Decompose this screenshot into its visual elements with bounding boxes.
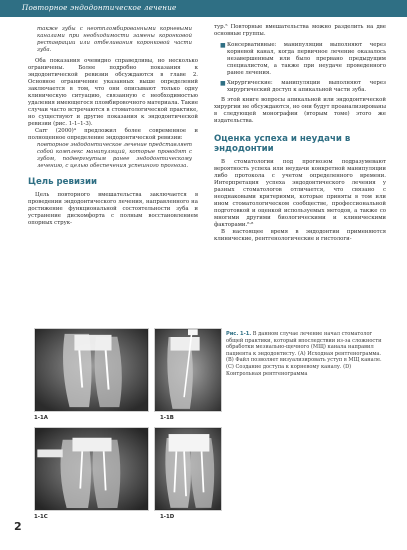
paragraph-criteria: В настоящее время в эндодонтии применяются клинические, рентгенологические и гистологи- [214, 229, 386, 242]
paragraph-book-scope: В этой книге вопросы апикальной или эндодонтической хирургии не обсуждаются, но они будут проанализированы в следующей монографии (вторым томе) этого же издательства. [214, 97, 386, 124]
paragraph-prognosis: В стоматологии под прогнозом подразумевают вероятность успеха или неудачи конкретной манипуляции либо протокола с учетом определенного времени. Интерпретация успеха эндодонтического лечения у разных стоматологов отличается, что связано с неоднаковыми критериями, которые приняты в том или ином стоматологическом сообществе, профессиональной подготовкой и оценкой используемых методов, а также со многими другими биологическими и клиническими факторами.⁶·⁸ [214, 159, 386, 228]
figure-label-b: 1-1B [160, 415, 174, 421]
running-header [0, 0, 407, 17]
figure-caption-text: В данном случае лечение начал стоматолог общей практики, который впоследствии из-за сложности обработки мезиально-щечного (МЩ) канала направил пациента к эндодонтисту. (A) Исходная рентгенограмма. (B) Файл позволяет визуализировать уступ в МЩ канале. (C) Создание доступа к корневому каналу. (D) Контрольная рентгенограмма [226, 331, 382, 377]
paragraph-groups: тур.⁵ Повторные вмешательства можно разделить на две основные группы. [214, 24, 386, 37]
figure-panel-a [34, 328, 149, 412]
paragraph-goal: Цель повторного вмешательства заключается в проведении эндодонтического лечения, направленного на достижение функциональной состоятельности зуба и устранение дискомфорта с полным восстановлением опорных струк- [28, 192, 198, 226]
figure-label-a: 1-1A [34, 415, 48, 421]
figure-label-d: 1-1D [160, 514, 175, 520]
right-column [214, 24, 386, 243]
figure-label-c: 1-1C [34, 514, 48, 520]
figure-panel-b [154, 328, 222, 412]
figure-panel-d [154, 427, 222, 511]
bullet-icon: ■ [220, 42, 226, 49]
bullet-item-surgical: ■ Хирургические: манипуляции выполняют через хирургический доступ к апикальной части зуба. [220, 80, 386, 93]
heading-goal: Цель ревизии [28, 177, 97, 187]
radiograph-a [35, 329, 148, 411]
paragraph-carr: Carr (2000)⁴ предложил более современное и полноценное определение эндодонтической ревизии: [28, 128, 198, 141]
quote-definition: повторное эндодонтическое лечение представляет собой комплекс манипуляций, которые проводят с зубом, подвергнутым ранее эндодонтическому лечению, с целью обеспечения успешного прогноза. [37, 142, 192, 169]
figure-caption-label: Рис. 1-1. [226, 331, 252, 337]
heading-outcome: Оценка успеха и неудачи в эндодонтии [214, 134, 351, 154]
bullet-list [214, 42, 386, 94]
figure-panel-c [34, 427, 149, 511]
left-column [28, 26, 198, 227]
quote-top: также зубы с неотпломбированными корневыми каналами при необходимости замены коронковой реставрации или отбеливания коронковой части зуба. [37, 26, 192, 53]
radiograph-c [35, 428, 148, 510]
bullet-item-conservative: ■ Консервативные: манипуляции выполняют через корневой канал, когда первичное лечение оказалось незавершенным или было прервано предыдущим специалистом, а также при неудаче проведенного ранее лечения. [220, 42, 386, 76]
bullet-icon: ■ [220, 80, 226, 87]
figure-caption [226, 331, 386, 377]
paragraph-indications: Оба показания очевидно справедливы, но несколько ограничены. Более подробно показания к эндодонтической ревизии обсуждаются в главе 2. Основное ограничение указанных выше определений заключается в том, что они описывают только одну клиническую ситуацию, связанную с необходимостью удаления имеющегося пломбировочного материала. Такие случаи часто встречаются в стоматологической практике, но существуют и другие показания к эндодонтической ревизии (рис. 1-1–1-3). [28, 58, 199, 127]
page-number: 2 [14, 520, 22, 533]
radiograph-b [155, 329, 221, 411]
radiograph-d [155, 428, 221, 510]
running-header-title: Повторное эндодонтическое лечение [22, 3, 177, 12]
